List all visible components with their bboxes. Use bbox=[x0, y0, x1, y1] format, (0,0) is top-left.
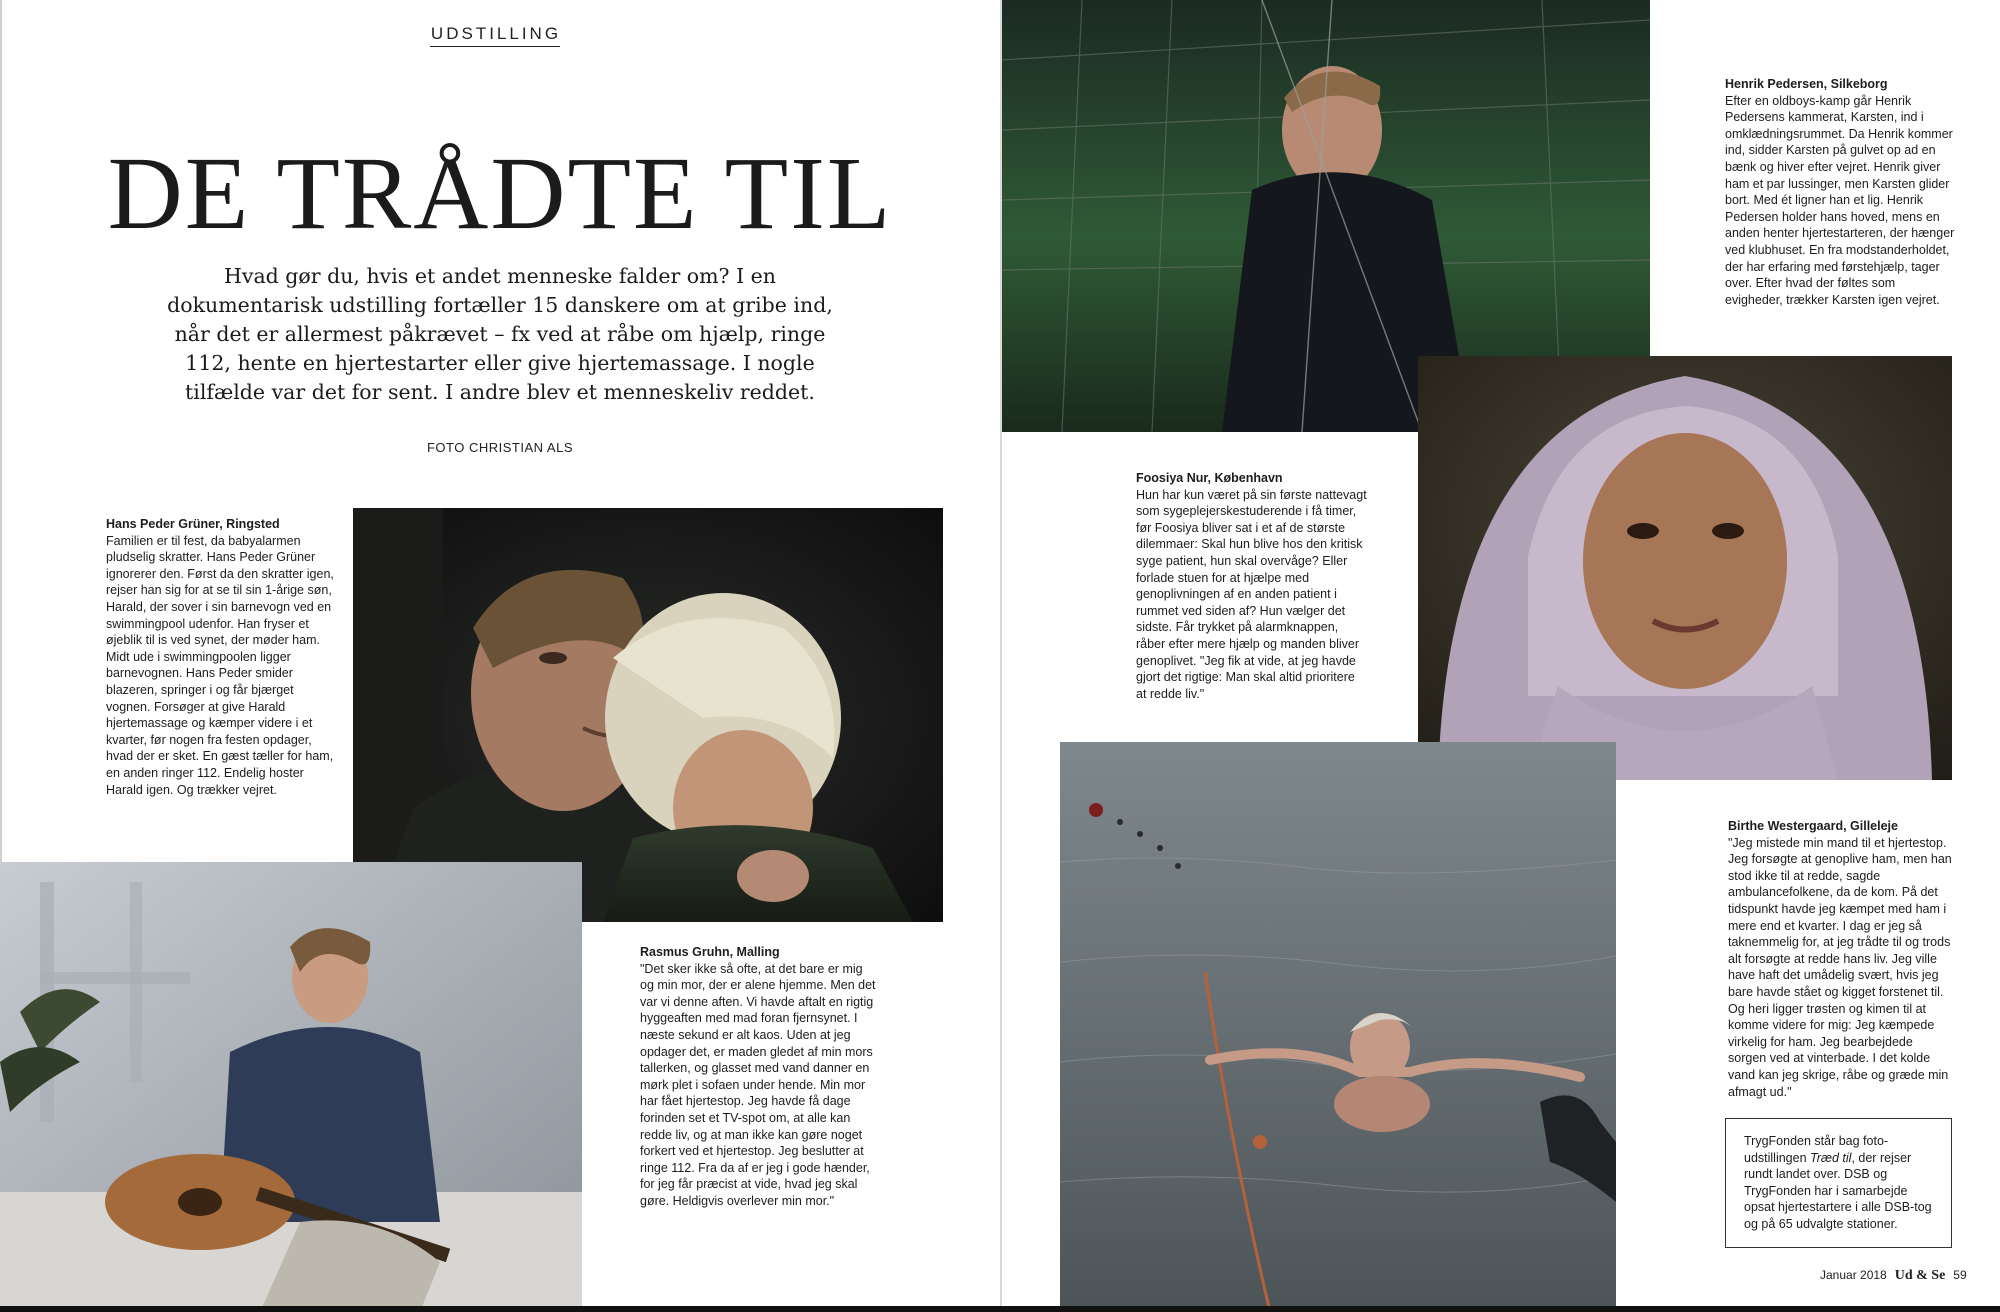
folio-page-number: 59 bbox=[1953, 1268, 1967, 1282]
caption-rasmus bbox=[640, 944, 876, 1210]
caption-name: Henrik Pedersen, Silkeborg bbox=[1725, 77, 1888, 91]
photo-woman-in-hijab bbox=[1418, 356, 1952, 780]
caption-text: "Det sker ikke så ofte, at det bare er mig og min mor, der er alene hjemme. Men det var vi denne aften. Vi havde aftalt en rigtig hyggeaften med mad foran fjernsynet. I næste sekund er alt kaos. Uden at jeg opdager det, er maden gledet af min mors tallerken, og glasset med vand danner en mørk plet i sofaen under hende. Min mor har fået hjertestop. Jeg havde få dage forinden set et TV-spot om, at alle kan redde liv, og at man ikke kan gøre noget forkert ved et hjertestop. Jeg beslutter at ringe 112. Fra da af er jeg i gode hænder, for jeg får præcist at vide, hvad jeg skal gøre. Heldigvis overlever min mor." bbox=[640, 961, 876, 1208]
photo-man-with-guitar bbox=[0, 862, 582, 1312]
folio-date: Januar 2018 bbox=[1820, 1268, 1887, 1282]
photo-credit: FOTO CHRISTIAN ALS bbox=[426, 440, 573, 455]
headline: DE TRÅDTE TIL bbox=[107, 136, 893, 251]
photo-winter-swimmer bbox=[1060, 742, 1616, 1312]
folio-magazine: Ud & Se bbox=[1894, 1268, 1946, 1283]
caption-text: Hun har kun været på sin første nattevagt som sygeplejerskestuderende i få timer, før Foosiya bliver sat i et af de største dilemmaer: Skal hun blive hos den kritisk syge patient, hun skal overvåge? Eller forlade stuen for at hjælpe med genoplivningen af en anden patient i rummet ved siden af? Hun vælger det sidste. Får trykket på alarmknappen, råber efter mere hjælp og manden bliver genoplivet. "Jeg fik at vide, at jeg havde gjort det rigtige: Man skal altid prioritere at redde liv." bbox=[1136, 487, 1367, 701]
factbox-text-start: TrygFonden står bag foto-udstillingen bbox=[1744, 1134, 1889, 1165]
section-label: UDSTILLING bbox=[430, 24, 562, 43]
caption-name: Birthe Westergaard, Gilleleje bbox=[1728, 819, 1898, 833]
section-rule bbox=[430, 46, 560, 47]
factbox-trygfonden bbox=[1725, 1118, 1952, 1248]
caption-text: Efter en oldboys-kamp går Henrik Pedersens kammerat, Karsten, ind i omklædningsrummet. Da Henrik kommer ind, sidder Karsten på gulvet op ad en bænk og hiver efter vejret. Henrik giver ham et par lussinger, men Karsten glider bort. Med ét ligner han et lig. Henrik Pedersen holder hans hoved, mens en anden henter hjertestarteren, der hænger ved klubhuset. En fra modstanderholdet, der har erfaring med førstehjælp, tager over. Efter hvad der føltes som evigheder, trækker Karsten igen vejret. bbox=[1725, 93, 1955, 307]
caption-name: Foosiya Nur, København bbox=[1136, 471, 1283, 485]
page-folio bbox=[1820, 1268, 1967, 1284]
caption-birthe bbox=[1728, 818, 1954, 1100]
factbox-exhibition-title: Træd til bbox=[1810, 1150, 1852, 1165]
caption-text: Familien er til fest, da babyalarmen pludselig skratter. Hans Peder Grüner ignorerer den. Først da den skratter igen, rejser han sig for at se til sin 1-årige søn, Harald, der sover i sin barnevogn ved en swimmingpool udenfor. Han fryser et øjeblik til is ved synet, der møder ham. Midt ude i swimmingpoolen ligger barnevognen. Hans Peder smider blazeren, springer i og får bjærget vognen. Forsøger at give Harald hjertemassage og kæmper videre i et kvarter, før nogen fra festen opdager, hvad der er sket. En gæst tæller for ham, en anden ringer 112. Endelig hoster Harald igen. Og trækker vejret. bbox=[106, 533, 334, 797]
caption-text: "Jeg mistede min mand til et hjertestop. Jeg forsøgte at genoplive ham, men han stod ikke til at redde, sagde ambulancefolkene, da de kom. På det tidspunkt havde jeg kæmpet med ham i mere end et kvarter. I dag er jeg så taknemmelig for, at jeg trådte til og trods alt forsøgte at redde hans liv. Jeg ville have haft det umådelig svært, hvis jeg bare havde stået og kigget forstenet til. Og heri ligger trøsten og kimen til at komme videre for mig: Jeg kæmpede virkelig for ham. Jeg bearbejdede sorgen ved at vinterbade. I det kolde vand kan jeg skrige, råbe og græde min afmagt ud." bbox=[1728, 835, 1952, 1099]
bottom-edge-bar bbox=[0, 1306, 2000, 1312]
caption-name: Hans Peder Grüner, Ringsted bbox=[106, 517, 280, 531]
caption-henrik bbox=[1725, 76, 1955, 308]
factbox-text-end: , der rejser rundt landet over. DSB og TrygFonden har i samarbejde opsat hjertestartere i alle DSB-tog og på 65 udvalgte stationer. bbox=[1744, 1150, 1932, 1231]
caption-name: Rasmus Gruhn, Malling bbox=[640, 945, 780, 959]
intro-paragraph: Hvad gør du, hvis et andet menneske falder om? I en dokumentarisk udstilling fortæller 15 danskere om at gribe ind, når det er allermest påkrævet – fx ved at råbe om hjælp, ringe 112, hente en hjertestarter eller give hjertemassage. I nogle tilfælde var det for sent. I andre blev et menneskeliv reddet. bbox=[167, 264, 833, 404]
caption-hans-peder bbox=[106, 516, 334, 798]
photo-father-and-son bbox=[353, 508, 943, 922]
caption-foosiya bbox=[1136, 470, 1368, 702]
